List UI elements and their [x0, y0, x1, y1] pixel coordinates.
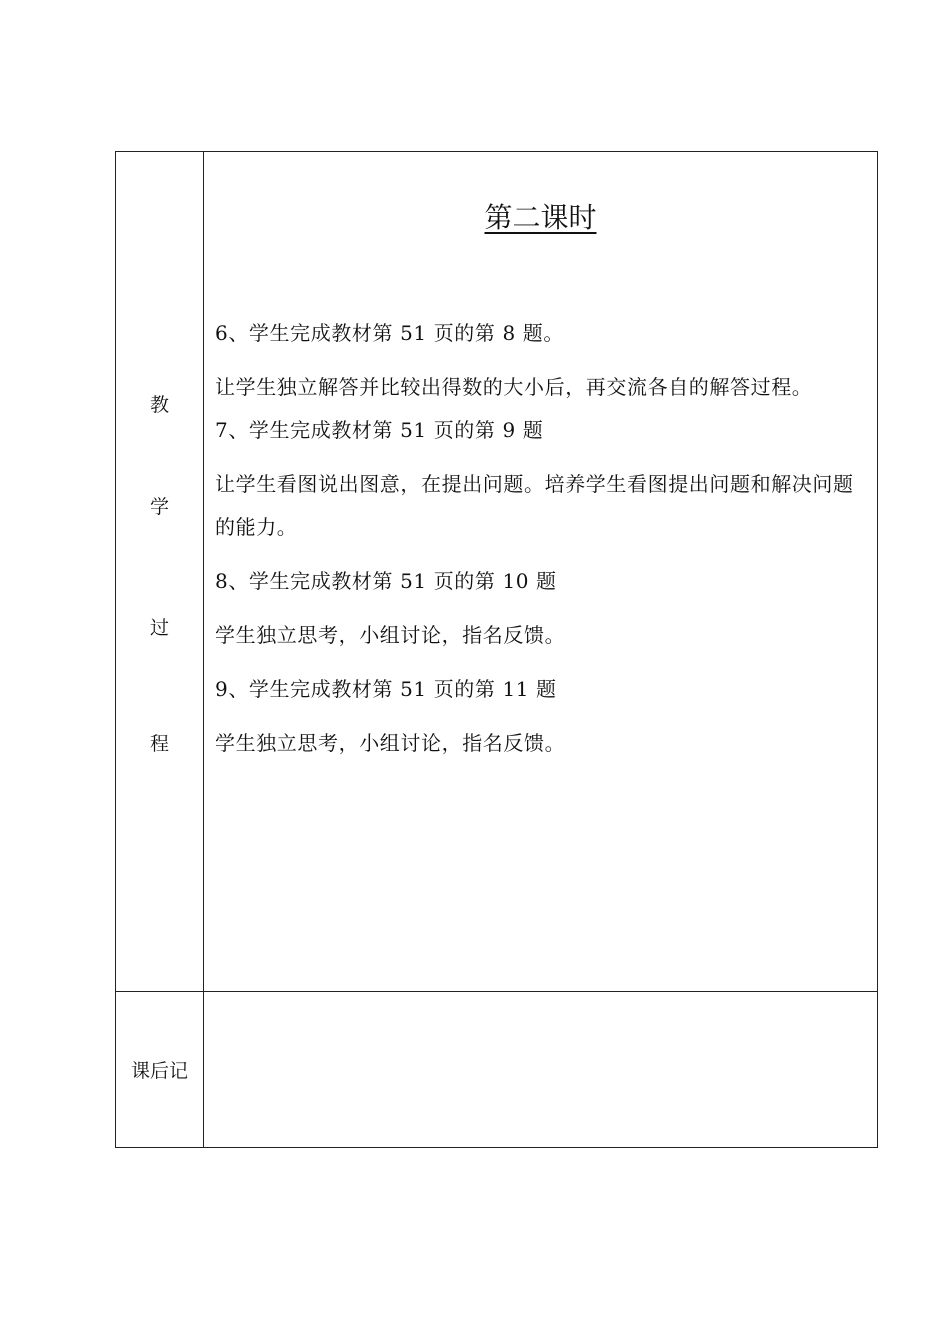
activity-item: 7、学生完成教材第 51 页的第 9 题 [215, 418, 544, 442]
label-char-jiao: 教 [149, 394, 169, 416]
notes-label: 课后记 [116, 992, 204, 1148]
activity-item: 6、学生完成教材第 51 页的第 8 题。 [215, 321, 564, 345]
activity-list [215, 312, 871, 765]
activity-detail: 学生独立思考，小组讨论，指名反馈。 [215, 623, 566, 647]
teaching-process-label [116, 152, 203, 991]
teaching-process-content-cell [204, 152, 878, 992]
teaching-process-label-cell [116, 152, 204, 992]
notes-row [116, 992, 878, 1148]
activity-detail: 让学生看图说出图意，在提出问题。培养学生看图提出问题和解决问题的能力。 [215, 472, 854, 539]
activity-item: 9、学生完成教材第 51 页的第 11 题 [215, 677, 557, 701]
activity-item: 8、学生完成教材第 51 页的第 10 题 [215, 569, 557, 593]
teaching-process-row [116, 152, 878, 992]
notes-content-cell[interactable] [204, 992, 878, 1148]
section-title [204, 196, 877, 236]
activity-detail: 让学生独立解答并比较出得数的大小后，再交流各自的解答过程。 [215, 375, 813, 399]
lesson-plan-table [115, 151, 878, 1148]
activity-detail: 学生独立思考，小组讨论，指名反馈。 [215, 731, 566, 755]
label-char-guo: 过 [149, 617, 169, 639]
label-char-xue: 学 [149, 496, 169, 518]
section-title-text: 第二课时 [484, 201, 597, 234]
label-char-cheng: 程 [149, 733, 169, 755]
